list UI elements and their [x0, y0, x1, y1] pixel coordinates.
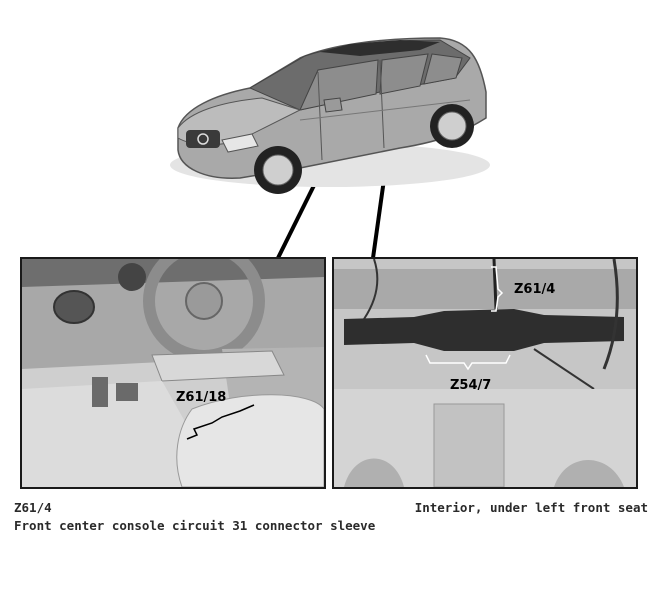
vehicle-illustration — [0, 0, 657, 260]
interior-photo-floor — [332, 257, 638, 489]
callout-label-z61-4: Z61/4 — [514, 282, 556, 297]
interior-photo-console — [20, 257, 326, 489]
callout-label-z61-18: Z61/18 — [176, 390, 227, 405]
console-photo — [22, 259, 324, 487]
callout-label-z54-7: Z54/7 — [450, 378, 492, 393]
component-description: Front center console circuit 31 connector sleeve — [14, 518, 376, 533]
floor-photo — [334, 259, 636, 487]
component-code: Z61/4 — [14, 500, 52, 515]
component-location: Interior, under left front seat — [414, 500, 648, 515]
